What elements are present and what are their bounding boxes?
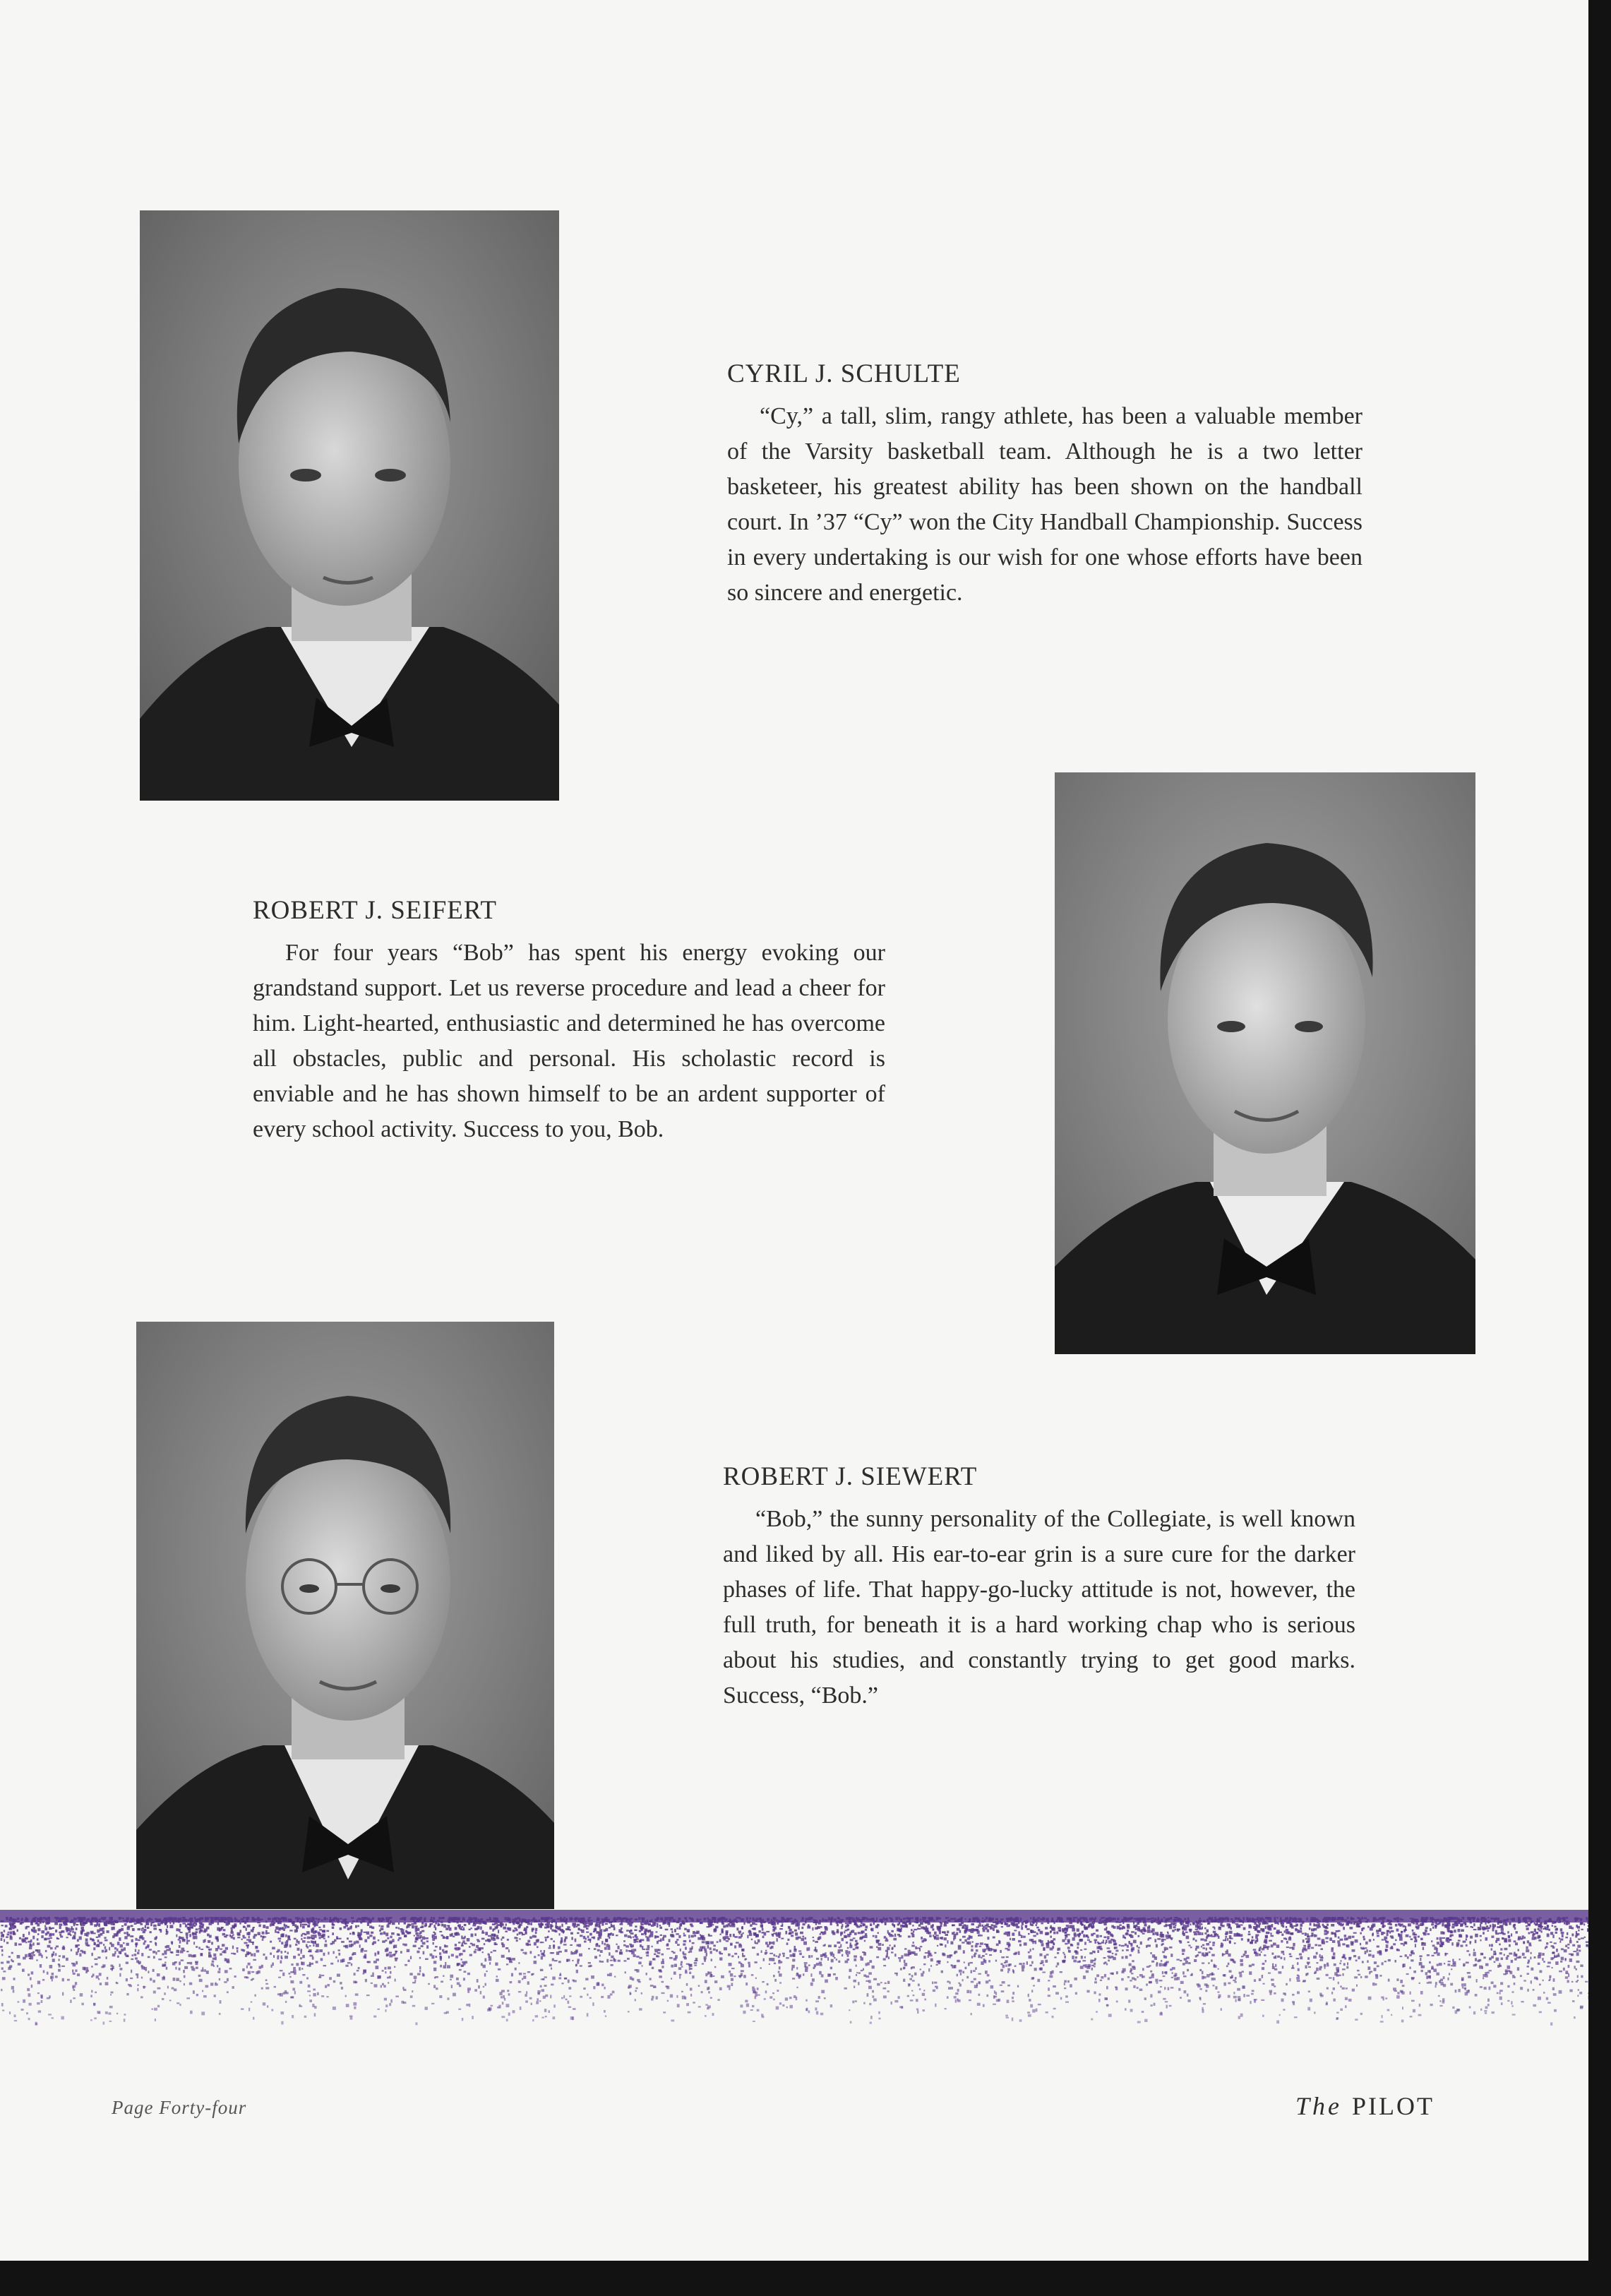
student-name: CYRIL J. SCHULTE (727, 359, 961, 388)
entry-robert-seifert (253, 895, 885, 1147)
scan-edge-bottom (0, 2261, 1611, 2296)
portrait-photo-robert-siewert (136, 1322, 554, 1909)
publication-title-name: PILOT (1352, 2092, 1435, 2120)
portrait-photo-cyril-schulte (140, 210, 559, 801)
student-name: ROBERT J. SEIFERT (253, 896, 497, 925)
page-number: Page Forty-four (112, 2097, 247, 2118)
portrait-photo-robert-seifert (1055, 772, 1475, 1354)
entry-cyril-schulte (727, 359, 1363, 611)
student-bio: “Bob,” the sunny personality of the Collegiate, is well known and liked by all. His ear-to-ear grin is a sure cure for the darker phases of life. That happy-go-lucky attitude is not, however, the full truth, for beneath it is a hard working chap who is serious about his studies, and constantly trying to get good marks. Success, “Bob.” (723, 1506, 1355, 1709)
stippled-border-band (0, 1910, 1588, 2026)
publication-title (1295, 2091, 1435, 2121)
student-name: ROBERT J. SIEWERT (723, 1462, 978, 1491)
scan-edge-right (1588, 0, 1611, 2296)
entry-robert-siewert (723, 1461, 1355, 1714)
student-bio: “Cy,” a tall, slim, rangy athlete, has been a valuable member of the Varsity basketball team. Although he is a two letter basketeer, his greatest ability has been shown on the handball court. In ’37 “Cy” won the City Handball Championship. Success in every undertaking is our wish for one whose efforts have been so sincere and energetic. (727, 403, 1363, 606)
publication-title-article: The (1295, 2092, 1342, 2120)
student-bio: For four years “Bob” has spent his energy evoking our grandstand support. Let us reverse procedure and lead a cheer for him. Light-hearted, enthusiastic and determined he has overcome all obstacles, public and personal. His scholastic record is enviable and he has shown himself to be an ardent supporter of every school activity. Success to you, Bob. (253, 940, 885, 1142)
